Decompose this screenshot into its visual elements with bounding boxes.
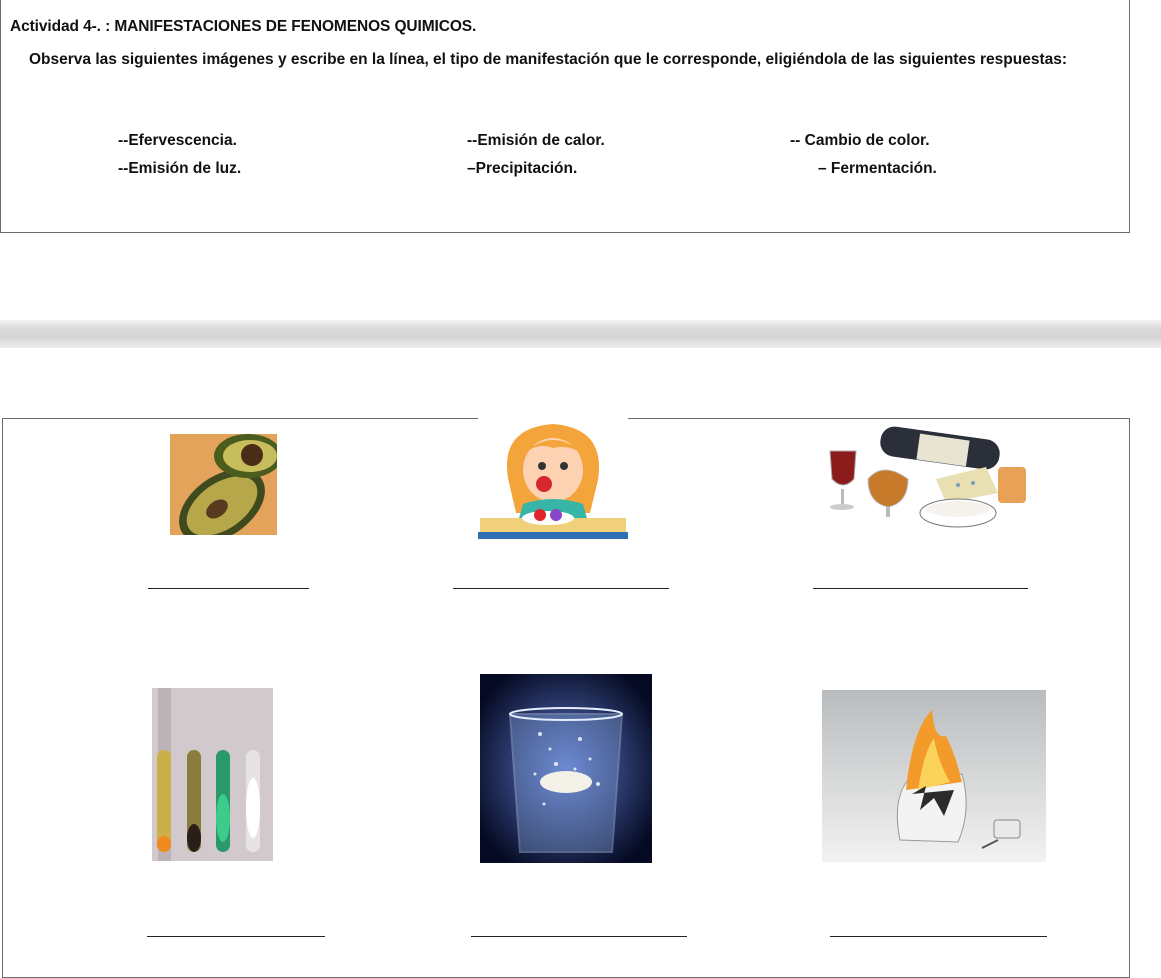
option-fermentacion: – Fermentación. [818, 160, 937, 177]
burning-paper-image [822, 690, 1046, 862]
wine-cheese-yogurt-image [808, 421, 1041, 534]
avocado-image [170, 434, 277, 535]
instructions-box [0, 0, 1130, 233]
answer-line-3[interactable] [813, 588, 1028, 589]
activity-title: Actividad 4-. : MANIFESTACIONES DE FENOMENOS QUIMICOS. [10, 18, 477, 35]
answer-line-1[interactable] [148, 588, 309, 589]
girl-eating-apple-image [478, 418, 628, 539]
test-tubes-precipitate-image [152, 688, 273, 861]
instructions-text: Observa las siguientes imágenes y escribe en la línea, el tipo de manifestación que le corresponde, eligiéndola de las siguientes respuestas: [29, 51, 1068, 68]
answer-line-4[interactable] [147, 936, 325, 937]
option-efervescencia: --Efervescencia. [118, 132, 237, 149]
page-divider [0, 320, 1161, 348]
option-emision-calor: --Emisión de calor. [467, 132, 605, 149]
effervescent-tablet-glass-image [480, 674, 652, 863]
answer-line-5[interactable] [471, 936, 687, 937]
option-precipitacion: –Precipitación. [467, 160, 578, 177]
option-cambio-color: -- Cambio de color. [790, 132, 930, 149]
answer-line-2[interactable] [453, 588, 669, 589]
answer-line-6[interactable] [830, 936, 1047, 937]
option-emision-luz: --Emisión de luz. [118, 160, 242, 177]
